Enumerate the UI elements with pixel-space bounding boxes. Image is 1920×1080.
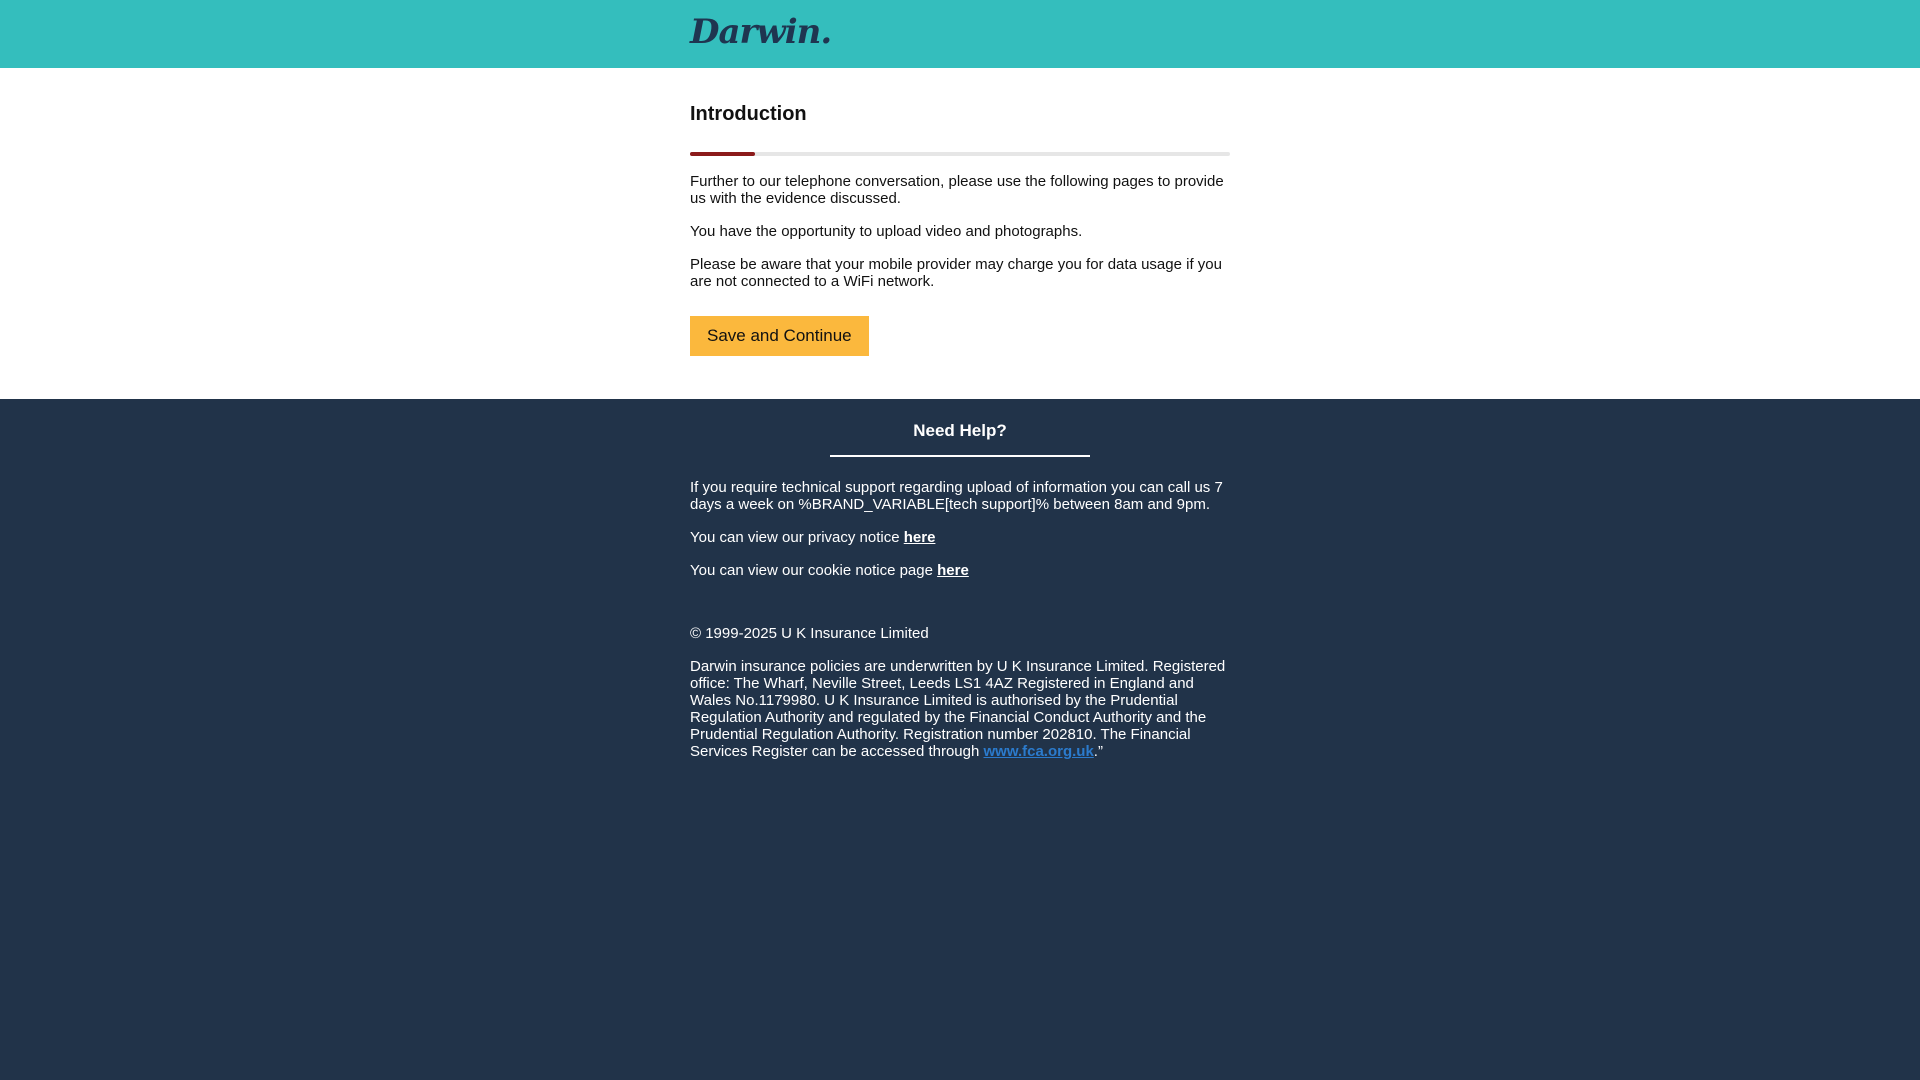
progress-bar [690, 152, 1230, 156]
page-title: Introduction [690, 103, 807, 125]
intro-paragraph: Please be aware that your mobile provider may charge you for data usage if you are not connected to a WiFi network. [690, 256, 1222, 290]
legal-body: Darwin insurance policies are underwritten by U K Insurance Limited. Registered office: The Wharf, Neville Street, Leeds LS1 4AZ Registered in England and Wales No.1179980. U K Insurance Limited is authorised by the Prudential Regulation Authority and regulated by the Financial Conduct Authority and the Prudential Regulation Authority. Registration number 202810. The Financial Services Register can be accessed through [690, 658, 1226, 760]
darwin-logo[interactable]: Darwin. [690, 12, 832, 52]
site-footer [0, 399, 1920, 1080]
progress-bar-fill [690, 152, 755, 156]
site-header [0, 0, 1920, 68]
fca-link[interactable]: www.fca.org.uk [983, 743, 1094, 760]
cookie-notice-text: You can view our cookie notice page [690, 562, 938, 579]
privacy-notice-text: You can view our privacy notice [690, 529, 904, 546]
privacy-notice-line [690, 529, 1230, 546]
intro-paragraph: Further to our telephone conversation, please use the following pages to provide us with the evidence discussed. [690, 173, 1224, 207]
legal-suffix: .” [1093, 743, 1103, 760]
legal-text [690, 658, 1230, 760]
main-content [0, 68, 1920, 399]
cookie-notice-line [690, 562, 1230, 579]
privacy-notice-link[interactable]: here [903, 529, 936, 546]
cookie-notice-link[interactable]: here [937, 562, 969, 579]
content-column [690, 102, 1230, 356]
intro-paragraph: You have the opportunity to upload video and photographs. [690, 223, 1083, 240]
intro-paragraphs [690, 173, 1230, 290]
support-text: If you require technical support regarding upload of information you can call us 7 days a week on %BRAND_VARIABLE[tech support]% between 8am and 9pm. [690, 479, 1223, 513]
spacer [690, 595, 1230, 625]
footer-content [690, 479, 1230, 776]
need-help-heading: Need Help? [830, 421, 1090, 457]
save-and-continue-button[interactable]: Save and Continue [690, 316, 869, 356]
copyright-text: © 1999-2025 U K Insurance Limited [690, 625, 929, 642]
